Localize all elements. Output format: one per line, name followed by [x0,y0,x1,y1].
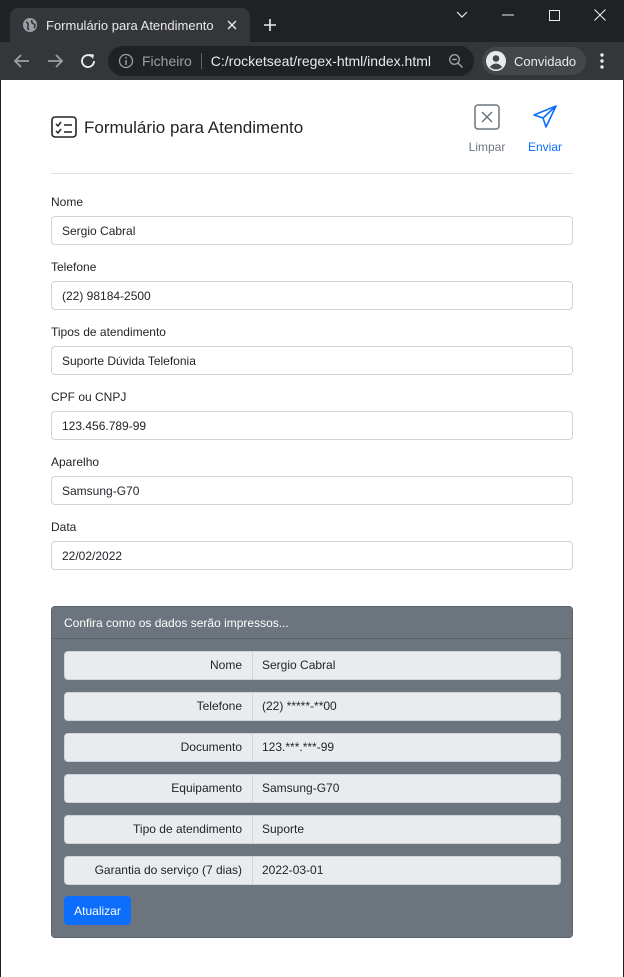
preview-key: Documento [65,734,253,761]
clear-label: Limpar [468,140,506,154]
preview-key: Garantia do serviço (7 dias) [65,857,253,884]
name-label: Nome [51,195,84,209]
service-types-label: Tipos de atendimento [51,325,166,339]
page-title: Formulário para Atendimento [84,118,304,137]
zoom-icon[interactable] [448,53,464,69]
url-text[interactable]: C:/rocketseat/regex-html/index.html [210,53,431,69]
send-label: Enviar [527,140,562,154]
preview-value: Suporte [262,822,305,836]
document-input[interactable] [51,411,573,440]
browser-tab[interactable] [10,8,250,42]
address-bar[interactable] [108,46,474,76]
preview-key: Telefone [65,693,253,720]
info-icon[interactable] [118,53,134,69]
checklist-icon [51,116,77,138]
guest-avatar-icon [486,51,506,71]
preview-value: Samsung-G70 [262,781,340,795]
field-name [51,194,573,259]
preview-value: Sergio Cabral [262,658,336,672]
field-device [51,454,573,519]
globe-icon [22,17,38,33]
more-menu-icon[interactable] [592,51,612,71]
minimize-icon[interactable] [486,4,530,26]
profile-button[interactable] [482,47,586,75]
preview-table [64,651,561,897]
device-label: Aparelho [51,455,100,469]
document-label: CPF ou CNPJ [51,390,127,404]
preview-row-name [64,651,561,680]
preview-key: Equipamento [65,775,253,802]
phone-label: Telefone [51,260,97,274]
preview-row-equipment [64,774,561,803]
field-phone [51,259,573,324]
form-header [51,104,573,174]
field-date [51,519,573,584]
close-tab-icon[interactable] [224,17,240,33]
send-button[interactable] [523,104,567,154]
update-button[interactable]: Atualizar [64,896,131,925]
maximize-icon[interactable] [532,4,576,26]
clear-x-icon [465,104,509,132]
name-input[interactable] [51,216,573,245]
preview-key: Tipo de atendimento [65,816,253,843]
reload-icon[interactable] [76,49,100,73]
preview-title: Confira como os dados serão impressos... [52,607,572,639]
preview-row-warranty [64,856,561,885]
tab-strip [0,0,624,42]
date-label: Data [51,520,77,534]
print-preview-card [51,606,573,938]
field-document [51,389,573,454]
preview-row-service-type [64,815,561,844]
browser-toolbar [0,42,624,80]
field-service-types [51,324,573,389]
address-divider [201,53,202,69]
forward-arrow-icon[interactable] [43,49,67,73]
service-form [51,194,573,584]
preview-row-document [64,733,561,762]
tab-search-chevron-icon[interactable] [440,4,484,26]
device-input[interactable] [51,476,573,505]
service-types-input[interactable] [51,346,573,375]
tab-title: Formulário para Atendimento [46,17,214,33]
phone-input[interactable] [51,281,573,310]
preview-value: 2022-03-01 [262,863,324,877]
back-arrow-icon[interactable] [10,49,34,73]
new-tab-icon[interactable] [260,15,280,35]
clear-button[interactable] [465,104,509,154]
send-paper-plane-icon [523,104,567,132]
date-input[interactable] [51,541,573,570]
close-window-icon[interactable] [578,4,622,26]
preview-value: 123.***.***-99 [262,740,335,754]
preview-value: (22) *****-**00 [262,699,337,713]
preview-key: Nome [65,652,253,679]
page-viewport [0,80,624,977]
preview-row-phone [64,692,561,721]
scheme-label: Ficheiro [142,53,192,69]
profile-label: Convidado [514,53,577,69]
